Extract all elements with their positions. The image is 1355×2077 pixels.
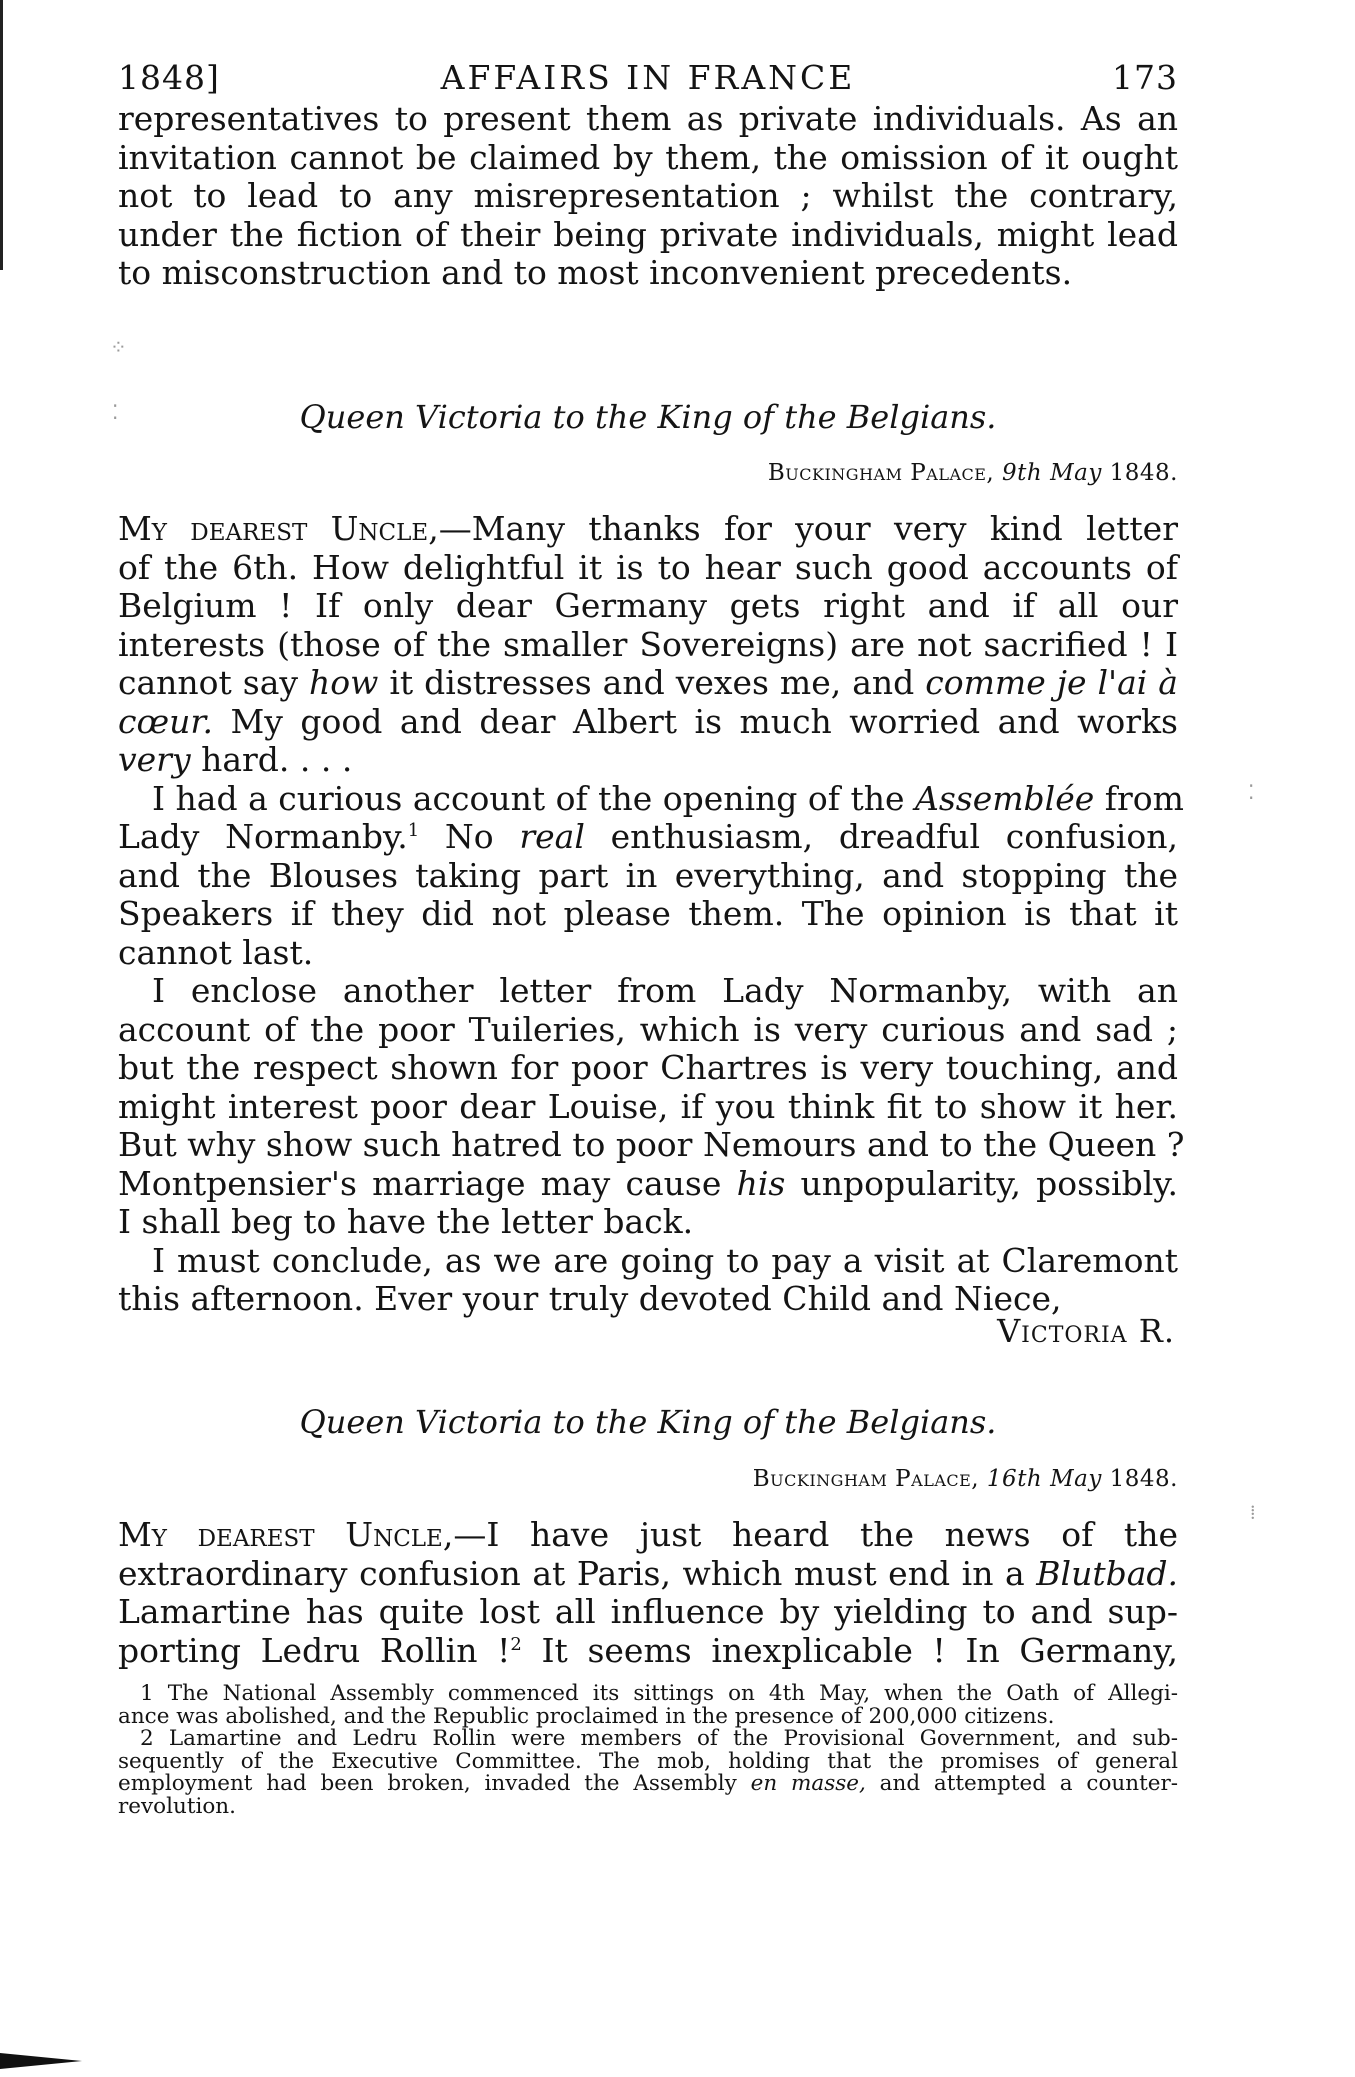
letter-1-signature: Victoria R. <box>997 1312 1175 1350</box>
text-line: to misconstruction and to most inconvenient precedents. <box>118 253 1073 292</box>
text-line: I shall beg to have the letter back. <box>118 1202 694 1241</box>
letter-2-heading: Queen Victoria to the King of the Belgians. <box>299 1403 997 1441</box>
dateline-year: 1848. <box>1109 1466 1178 1492</box>
text-line: interests (those of the smaller Sovereigns) are not sacrified ! I <box>118 624 1178 664</box>
text-line: invitation cannot be claimed by them, the omission of it ought <box>118 137 1178 177</box>
scan-speck: ⁚ <box>1248 780 1255 804</box>
letter-2-body <box>118 1516 1178 1670</box>
text-line: under the fiction of their being private individuals, might lead <box>118 214 1178 254</box>
dateline-day: 9th <box>1002 460 1043 486</box>
continuation-paragraph <box>118 100 1178 293</box>
letter-1-dateline <box>118 460 1178 486</box>
footnote-ref: 2 <box>510 1633 522 1655</box>
text-line: Lamartine has quite lost all influence by yielding to and sup- <box>118 1592 1178 1631</box>
dateline-year: 1848. <box>1109 460 1178 486</box>
footnote-line: sequently of the Executive Committee. The mob, holding that the promises of general <box>118 1748 1178 1774</box>
page-number: 173 <box>1112 58 1178 97</box>
footnote-ref: 1 <box>407 820 420 841</box>
text-line: cœur. My good and dear Albert is much worried and works <box>118 701 1178 741</box>
dateline-place: Buckingham Palace, <box>767 460 995 486</box>
text-line: porting Ledru Rollin !$^2$ It seems inexplicable ! In Germany, <box>118 1630 1179 1670</box>
text-line: extraordinary confusion at Paris, which must end in a Blutbad. <box>118 1553 1178 1593</box>
text-line: account of the poor Tuileries, which is very curious and sad ; <box>118 1009 1178 1049</box>
dateline-day: 16th <box>986 1466 1043 1492</box>
text-line: I enclose another letter from Lady Normanby, with an <box>152 971 1178 1010</box>
text-line: I must conclude, as we are going to pay a visit at Claremont <box>152 1240 1178 1280</box>
text-line: cannot say how it distresses and vexes me, and comme je l'ai à <box>118 663 1178 702</box>
letter-1-heading: Queen Victoria to the King of the Belgians. <box>299 398 997 436</box>
running-head-title: AFFAIRS IN FRANCE <box>440 58 856 97</box>
text-line: My dearest Uncle,—I have just heard the news of the <box>118 1515 1178 1554</box>
text-line: representatives to present them as private individuals. As an <box>118 99 1178 138</box>
footnote-line: ance was abolished, and the Republic proclaimed in the presence of 200,000 citizens. <box>118 1703 1055 1729</box>
footnotes <box>118 1683 1178 1818</box>
footnote-line: revolution. <box>118 1793 236 1819</box>
letter-1-body <box>118 509 1185 1319</box>
dateline-place: Buckingham Palace, <box>752 1466 980 1492</box>
text-line: Belgium ! If only dear Germany gets right and if all our <box>118 586 1178 625</box>
text-line: and the Blouses taking part in everything, and stopping the <box>118 855 1178 895</box>
text-line: this afternoon. Ever your truly devoted Child and Niece, <box>118 1279 1062 1318</box>
scan-speck: ⁞ <box>1250 1500 1256 1524</box>
text-line: But why show such hatred to poor Nemours and to the Queen ? <box>118 1125 1185 1164</box>
salutation: My dearest Uncle, <box>118 1515 454 1554</box>
salutation: My dearest Uncle, <box>118 509 439 548</box>
dateline-month: May <box>1050 460 1102 486</box>
text-line: My dearest Uncle,—Many thanks for your very kind letter <box>118 509 1178 548</box>
scan-speck: ⁚ <box>112 400 119 424</box>
text-line: very hard. . . . <box>118 740 353 779</box>
text-line: not to lead to any misrepresentation ; whilst the contrary, <box>118 176 1178 215</box>
footnote-line: employment had been broken, invaded the Assembly en masse, and attempted a counter- <box>118 1771 1178 1796</box>
dateline-month: May <box>1050 1466 1102 1492</box>
footnote-number: 1 <box>140 1681 154 1706</box>
text-line: I had a curious account of the opening of the Assemblée from <box>152 778 1184 818</box>
page-edge-shadow <box>0 0 3 270</box>
running-head <box>118 58 1178 104</box>
text-line: Speakers if they did not please them. The opinion is that it <box>118 894 1178 933</box>
footnote-line: 1 The National Assembly commenced its sittings on 4th May, when the Oath of Allegi- <box>140 1681 1178 1706</box>
text-line: Lady Normanby.$^1$ No real enthusiasm, dreadful confusion, <box>118 817 1178 856</box>
text-line: might interest poor dear Louise, if you think fit to show it her. <box>118 1086 1178 1126</box>
footnote-line: 2 Lamartine and Ledru Rollin were members of the Provisional Government, and sub- <box>140 1726 1178 1751</box>
scan-speck: ⁘ <box>110 335 127 359</box>
text-line: of the 6th. How delightful it is to hear such good accounts of <box>118 547 1178 587</box>
footnote-number: 2 <box>140 1726 154 1751</box>
text-line: but the respect shown for poor Chartres is very touching, and <box>118 1048 1178 1087</box>
running-head-year: 1848] <box>118 58 220 97</box>
page-corner-mark <box>0 2053 82 2069</box>
text-line: Montpensier's marriage may cause his unpopularity, possibly. <box>118 1163 1179 1203</box>
text-line: cannot last. <box>118 932 314 972</box>
letter-2-dateline <box>118 1466 1178 1492</box>
